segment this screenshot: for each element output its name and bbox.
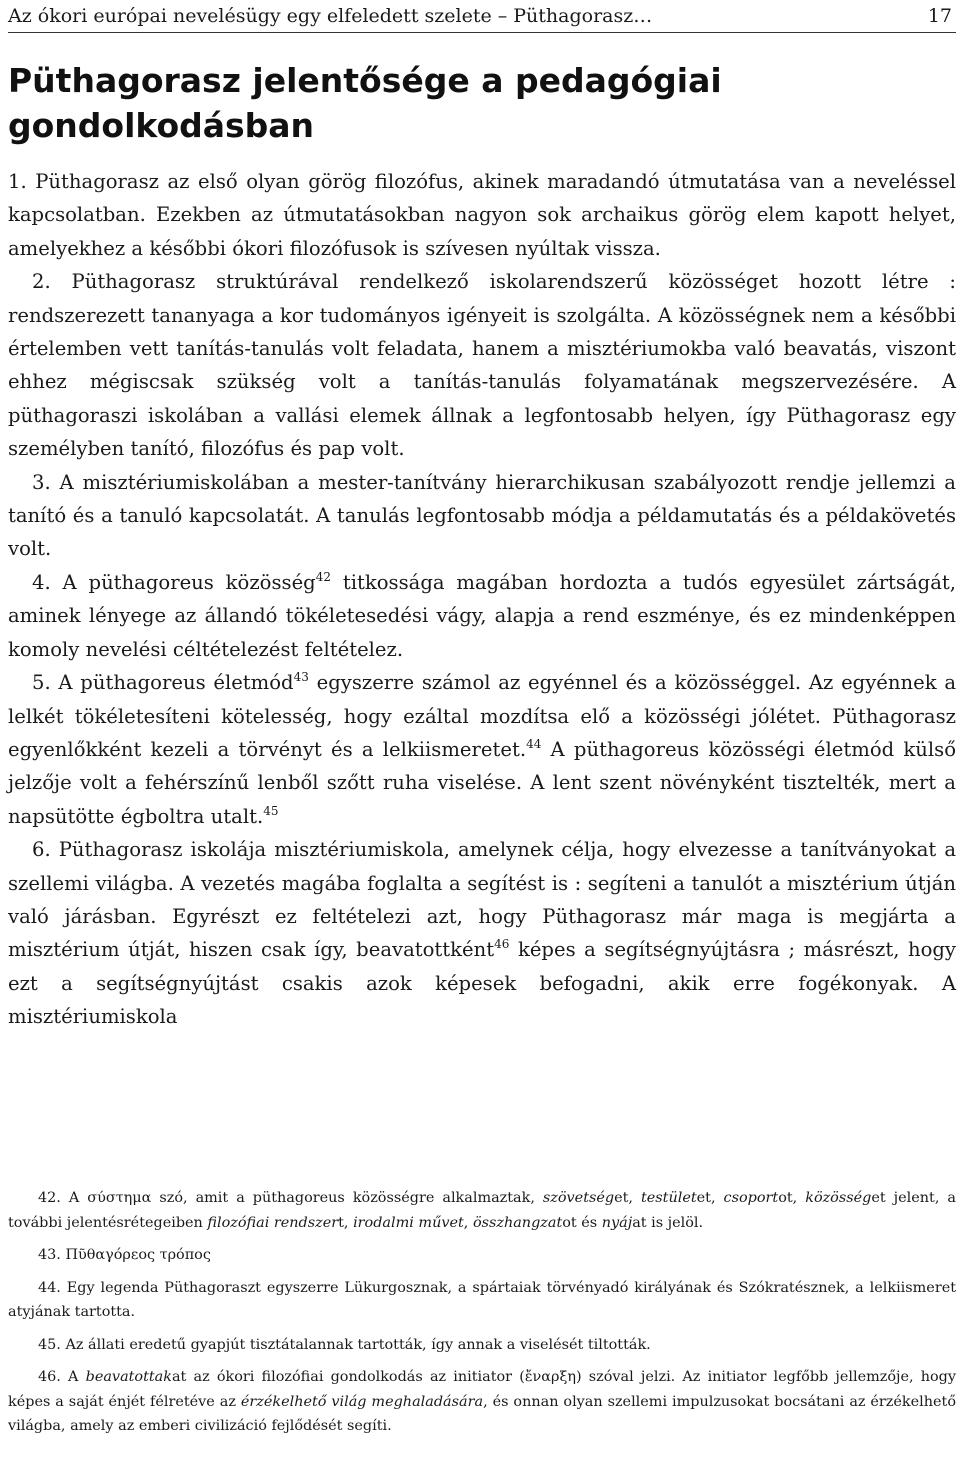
footnote-text: at is jelöl. [632, 1214, 704, 1231]
footnote-42 [8, 1186, 956, 1235]
paragraph-4-text-b: titkossága magában hordozta a tudós egyesület zártságát, aminek lényege az állandó tökéletesedési vágy, alapja a rend eszménye, és ez mindenképpen komoly nevelési céltételezést feltételez. [8, 570, 956, 661]
footnote-emphasis: érzékelhető világ meghaladására [240, 1393, 484, 1410]
running-header [8, 4, 956, 28]
paragraph-5-text-b: egyszerre számol az egyénnel és a közösséggel. Az egyénnek a lelkét tökéletesíteni kötelesség, hogy ezáltal mozdítsa elő a közösségi jólétet. Püthagorasz egyenlőkként kezeli a törvényt és a lelkiismeretet. [8, 671, 956, 761]
footnote-ref-44[interactable]: 44 [526, 736, 542, 751]
footnote-emphasis: nyáj [601, 1214, 633, 1231]
footnote-text: ot és [562, 1214, 602, 1231]
paragraph-3: 3. A misztériumiskolában a mester-tanítvány hierarchikusan szabályozott rendje jellemzi a tanító és a tanuló kapcsolatát. A tanulás legfontosabb módja a példamutatás és a példakövetés volt. [8, 470, 956, 561]
footnote-text: t, [338, 1214, 354, 1231]
footnote-text: at az ókori filozófiai gondolkodás az initiator (ἔναρξη) szóval jelzi. Az initiator legfőbb jellemzője, hogy képes a saját énjét félretéve az [8, 1369, 956, 1410]
running-title: Az ókori európai nevelésügy egy elfeledett szelete – Püthagorasz… [8, 5, 653, 27]
body-text [8, 165, 956, 1034]
header-rule [8, 32, 956, 33]
footnote-emphasis: irodalmi művet [353, 1214, 464, 1231]
footnote-ref-43[interactable]: 43 [293, 670, 309, 685]
paragraph-1: 1. Püthagorasz az első olyan görög filozófus, akinek maradandó útmutatása van a neveléssel kapcsolatban. Ezekben az útmutatásokban nagyon sok archaikus görög elem kapott helyet, amelyekhez a későbbi ókori filozófusok is szívesen nyúltak vissza. [8, 170, 956, 260]
paragraph-6-text-b: képes a segítségnyújtásra ; másrészt, hogy ezt a segítségnyújtást csakis azok képesek befogadni, akik erre fogékonyak. A misztériumiskola [8, 938, 957, 1029]
footnote-emphasis: filozófiai rendszer [207, 1214, 339, 1231]
footnote-emphasis: csoport [723, 1190, 779, 1206]
footnote-emphasis: beavatottak [85, 1369, 172, 1385]
footnote-text: ot, [778, 1190, 806, 1206]
footnote-text: 42. A σύστημα szó, amit a püthagoreus közösségre alkalmaztak, [38, 1190, 543, 1206]
footnote-44: 44. Egy legenda Püthagoraszt egyszerre Lükurgosznak, a spártaiak törvényadó királyának és Szókratésznek, a lelkiismeret atyjának tartotta. [8, 1279, 956, 1320]
footnote-text: et, [614, 1190, 641, 1206]
footnote-emphasis: szövetség [542, 1190, 615, 1206]
section-title: Püthagorasz jelentősége a pedagógiai gondolkodásban [8, 61, 722, 145]
paragraph-5-text-c: A püthagoreus közösségi életmód külső jelzője volt a fehérszínű lenből szőtt ruha viselése. A lent szent növényként tisztelték, mert a napsütötte égboltra utalt. [8, 737, 956, 828]
footnote-ref-46[interactable]: 46 [494, 937, 510, 952]
footnote-text: et jelent, a további jelentésrétegeiben [8, 1190, 956, 1231]
footnote-46 [8, 1365, 956, 1439]
footnote-text: 46. A [38, 1369, 86, 1385]
footnote-text: , [463, 1214, 473, 1231]
footnote-text: , és onnan olyan szellemi impulzusokat bocsátani az érzékelhető világba, amely az emberi civilizáció fejlődését segíti. [8, 1393, 956, 1434]
footnote-emphasis: testület [641, 1190, 697, 1206]
footnote-emphasis: összhangzat [472, 1214, 563, 1231]
footnote-43: 43. Πῦθαγόρεος τρόπος [38, 1247, 211, 1263]
footnote-45: 45. Az állati eredetű gyapjút tisztátalannak tartották, így annak a viselését tiltották. [38, 1336, 651, 1353]
footnote-ref-42[interactable]: 42 [315, 569, 331, 584]
paragraph-5 [8, 666, 956, 833]
footnote-ref-45[interactable]: 45 [263, 803, 279, 818]
footnote-emphasis: közösség [805, 1190, 872, 1206]
paragraph-4 [8, 566, 956, 666]
paragraph-2: 2. Püthagorasz struktúrával rendelkező iskolarendszerű közösséget hozott létre : rendszerezett tananyaga a kor tudományos igényeit is szolgálta. A közösségnek nem a későbbi értelemben vett tanítás-tanulás volt feladata, hanem a misztériumokba való beavatás, viszont ehhez mégiscsak szükség volt a tanítás-tanulás folyamatának megszervezésére. A püthagoraszi iskolában a vallási elemek állnak a legfontosabb helyen, így Püthagorasz egy személyben tanító, filozófus és pap volt. [8, 270, 956, 461]
paragraph-6 [8, 833, 956, 1033]
footnote-text: et, [696, 1190, 724, 1206]
paragraph-6-text-a: 6. Püthagorasz iskolája misztériumiskola, amelynek célja, hogy elvezesse a tanítványokat a szellemi világba. A vezetés magába foglalta a segítést is : segíteni a tanulót a misztérium útján való járásban. Egyrészt ez feltételezi azt, hogy Püthagorasz már maga is megjárta a misztérium útját, hiszen csak így, beavatottként [8, 838, 956, 962]
footnotes [8, 1186, 956, 1447]
paragraph-5-text-a: 5. A püthagoreus életmód [32, 671, 294, 695]
paragraph-4-text-a: 4. A püthagoreus közösség [32, 570, 316, 594]
page-number: 17 [927, 5, 952, 27]
